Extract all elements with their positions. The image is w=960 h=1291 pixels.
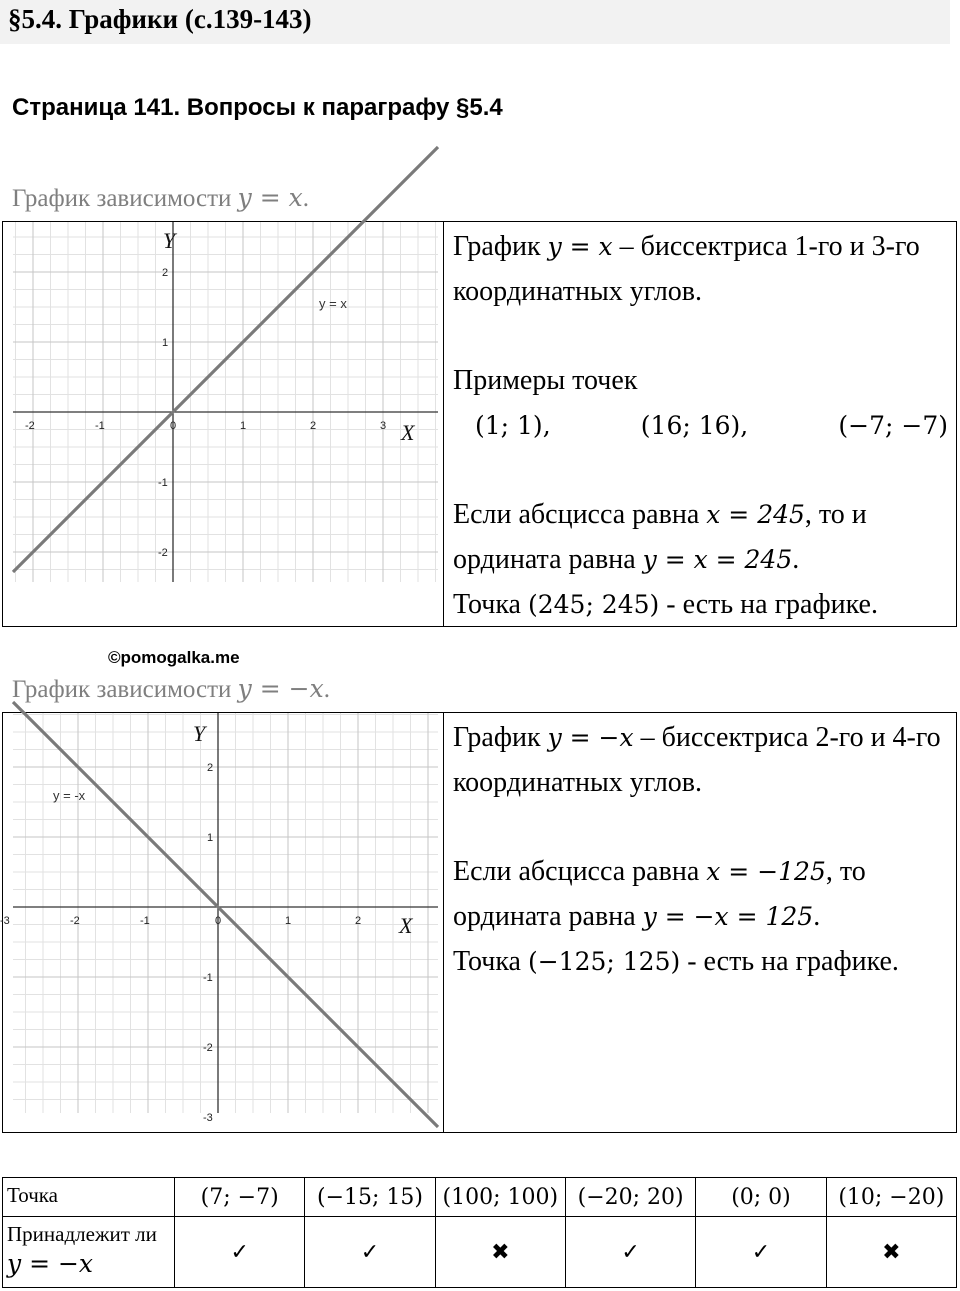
cross-icon: ✖ bbox=[882, 1239, 901, 1265]
cross-icon: ✖ bbox=[491, 1239, 510, 1265]
txt: Принадлежит ли bbox=[7, 1222, 157, 1246]
graph1-plot bbox=[13, 222, 438, 582]
check-icon: ✓ bbox=[360, 1239, 380, 1265]
desc-point bbox=[453, 582, 948, 627]
txt: . bbox=[792, 544, 800, 575]
txt: – биссектриса 1-го и 3-го координатных углов. bbox=[453, 231, 920, 307]
graph2-description bbox=[453, 715, 948, 984]
spacer bbox=[453, 314, 948, 358]
y-tick-label: 2 bbox=[207, 762, 214, 774]
table-cell-point: (−20; 20) bbox=[565, 1178, 695, 1217]
page-heading: Страница 141. Вопросы к параграфу §5.4 bbox=[12, 94, 503, 121]
x-tick-label: 2 bbox=[310, 420, 317, 432]
x-axis-label: X bbox=[401, 420, 415, 445]
table-cell-mark bbox=[305, 1217, 435, 1288]
txt: Если абсцисса равна bbox=[453, 856, 707, 887]
x-axis-label: X bbox=[399, 913, 413, 938]
desc-point bbox=[453, 939, 948, 984]
txt: Если абсцисса равна bbox=[453, 499, 707, 530]
table-cell-point: (−15; 15) bbox=[305, 1178, 435, 1217]
example-point: (16; 16), bbox=[640, 411, 749, 440]
spacer bbox=[453, 448, 948, 492]
txt: График bbox=[453, 231, 548, 262]
table-cell-point: (7; −7) bbox=[175, 1178, 305, 1217]
table-cell-point: (0; 0) bbox=[696, 1178, 826, 1217]
txt: – биссектриса 2-го и 4-го координатных углов. bbox=[453, 722, 941, 798]
example-point: (−7; −7) bbox=[838, 411, 948, 440]
math: x = 245 bbox=[706, 500, 805, 529]
desc-abscissa bbox=[453, 849, 948, 939]
table-row bbox=[3, 1178, 957, 1217]
function-label: y = x bbox=[319, 296, 347, 311]
desc-examples: Примеры точек bbox=[453, 365, 638, 396]
math: y = x = 245 bbox=[642, 545, 793, 574]
check-icon: ✓ bbox=[230, 1239, 249, 1265]
example-points bbox=[453, 403, 948, 448]
math: (245; 245) bbox=[527, 590, 660, 619]
check-icon: ✓ bbox=[621, 1239, 640, 1265]
math: y = −x bbox=[547, 723, 634, 752]
x-tick-label: 0 bbox=[215, 915, 222, 927]
x-tick-label: 0 bbox=[170, 420, 177, 432]
x-tick-label: -3 bbox=[0, 915, 10, 927]
txt: , то ордината равна bbox=[453, 856, 866, 932]
x-tick-label: 2 bbox=[355, 915, 362, 927]
x-tick-label: -1 bbox=[140, 915, 150, 927]
example-point: (1; 1), bbox=[475, 411, 551, 440]
table-cell-mark bbox=[175, 1217, 305, 1288]
check-icon: ✓ bbox=[751, 1239, 771, 1265]
caption-text: График зависимости bbox=[12, 185, 238, 212]
y-tick-label: -2 bbox=[158, 547, 168, 559]
row-header-belongs bbox=[3, 1217, 175, 1288]
table-row bbox=[3, 1217, 957, 1288]
caption-suffix: . bbox=[302, 185, 309, 212]
math: y = −x = 125 bbox=[642, 902, 814, 931]
txt: - есть на графике. bbox=[659, 589, 878, 620]
txt: Точка bbox=[453, 946, 528, 977]
math: y = x bbox=[547, 232, 613, 261]
graph1-caption bbox=[12, 183, 309, 213]
table-cell-mark bbox=[696, 1217, 826, 1288]
caption-text: График зависимости bbox=[12, 676, 238, 703]
math: (−125; 125) bbox=[527, 947, 681, 976]
x-tick-label: 3 bbox=[380, 420, 387, 432]
table-cell-mark bbox=[826, 1217, 956, 1288]
math: y = −x bbox=[7, 1249, 94, 1278]
table-cell-point: (100; 100) bbox=[435, 1178, 565, 1217]
y-tick-label: 1 bbox=[162, 337, 169, 349]
y-tick-label: 1 bbox=[207, 832, 214, 844]
y-tick-label: -2 bbox=[203, 1042, 213, 1054]
math: x = −125 bbox=[706, 857, 826, 886]
graph1-cell bbox=[3, 222, 444, 626]
table-cell-point: (10; −20) bbox=[826, 1178, 956, 1217]
y-axis-label: Y bbox=[163, 228, 176, 253]
txt: - есть на графике. bbox=[680, 946, 899, 977]
txt: , то и ордината равна bbox=[453, 499, 867, 575]
y-tick-label: -3 bbox=[203, 1112, 213, 1124]
y-tick-label: -1 bbox=[158, 477, 168, 489]
caption-math: y = x bbox=[237, 183, 303, 212]
x-tick-label: 1 bbox=[285, 915, 292, 927]
y-tick-label: -1 bbox=[203, 972, 213, 984]
watermark: ©pomogalka.me bbox=[108, 648, 240, 667]
graph2-box bbox=[2, 712, 957, 1133]
spacer bbox=[453, 805, 948, 849]
points-table bbox=[2, 1177, 957, 1288]
desc-bisector bbox=[453, 224, 948, 314]
desc-abscissa bbox=[453, 492, 948, 582]
txt: Точка bbox=[453, 589, 528, 620]
y-tick-label: 2 bbox=[162, 267, 169, 279]
graph2-plot bbox=[0, 713, 438, 1124]
table-cell-mark bbox=[565, 1217, 695, 1288]
graph2-cell bbox=[0, 713, 444, 1132]
desc-bisector bbox=[453, 715, 948, 805]
caption-suffix: . bbox=[323, 676, 330, 703]
section-title: §5.4. Графики (с.139-143) bbox=[8, 4, 312, 34]
x-tick-label: -2 bbox=[25, 420, 35, 432]
x-tick-label: -1 bbox=[95, 420, 105, 432]
txt: График bbox=[453, 722, 548, 753]
graph1-description bbox=[453, 224, 948, 627]
graph1-box bbox=[2, 221, 957, 627]
table-cell-mark bbox=[435, 1217, 565, 1288]
x-tick-label: 1 bbox=[240, 420, 247, 432]
function-label: y = -x bbox=[53, 788, 86, 803]
x-tick-label: -2 bbox=[70, 915, 80, 927]
row-header-point: Точка bbox=[3, 1178, 175, 1217]
txt: . bbox=[813, 901, 821, 932]
graph2-caption bbox=[12, 674, 330, 704]
caption-math: y = −x bbox=[237, 674, 324, 703]
y-axis-label: Y bbox=[193, 721, 206, 746]
